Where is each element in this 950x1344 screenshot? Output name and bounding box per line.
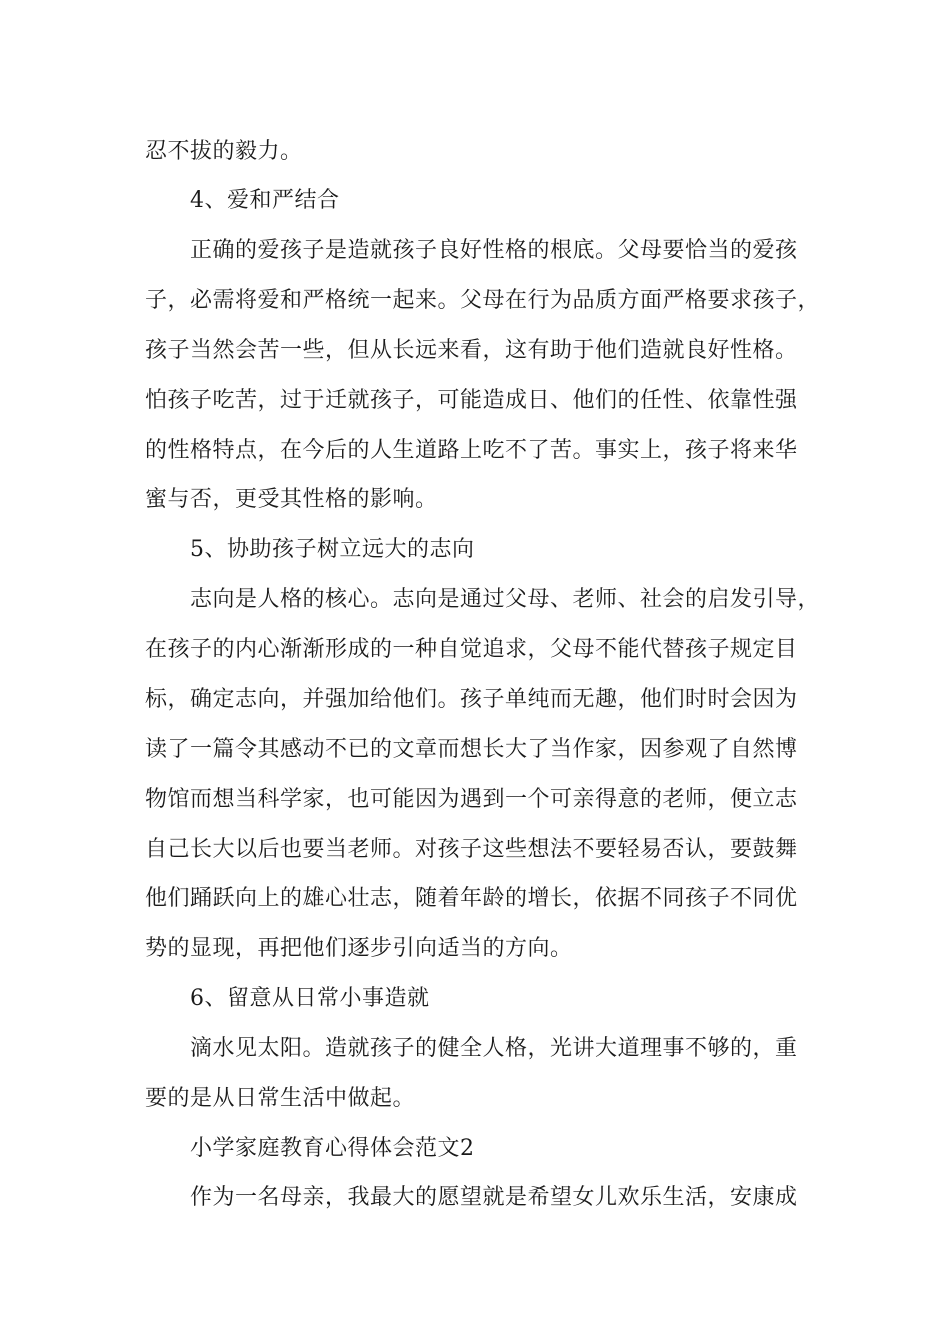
- text-line: 蜜与否，更受其性格的影响。: [145, 487, 438, 512]
- article-title: 小学家庭教育心得体会范文2: [190, 1136, 475, 1161]
- text-line: 物馆而想当科学家，也可能因为遇到一个可亲得意的老师，便立志: [145, 787, 798, 812]
- text-line: 势的显现，再把他们逐步引向适当的方向。: [145, 936, 573, 961]
- section-heading: 6、留意从日常小事造就: [190, 986, 430, 1011]
- text-line: 的性格特点，在今后的人生道路上吃不了苦。事实上，孩子将来华: [145, 438, 798, 463]
- text-line: 读了一篇令其感动不已的文章而想长大了当作家，因参观了自然博: [145, 737, 798, 762]
- text-line: 要的是从日常生活中做起。: [145, 1086, 416, 1111]
- text-line: 怕孩子吃苦，过于迁就孩子，可能造成日、他们的任性、依靠性强: [145, 388, 798, 413]
- text-line: 标，确定志向，并强加给他们。孩子单纯而无趣，他们时时会因为: [145, 687, 798, 712]
- text-line: 滴水见太阳。造就孩子的健全人格，光讲大道理事不够的，重: [190, 1036, 798, 1061]
- text-line: 志向是人格的核心。志向是通过父母、老师、社会的启发引导，: [190, 587, 821, 612]
- text-line: 他们踊跃向上的雄心壮志，随着年龄的增长，依据不同孩子不同优: [145, 886, 798, 911]
- section-heading: 4、爱和严结合: [190, 188, 340, 213]
- text-line: 忍不拔的毅力。: [145, 139, 303, 164]
- text-line: 作为一名母亲，我最大的愿望就是希望女儿欢乐生活，安康成: [190, 1185, 798, 1210]
- text-line: 自己长大以后也要当老师。对孩子这些想法不要轻易否认，要鼓舞: [145, 837, 798, 862]
- text-line: 子，必需将爱和严格统一起来。父母在行为品质方面严格要求孩子，: [145, 288, 821, 313]
- text-line: 正确的爱孩子是造就孩子良好性格的根底。父母要恰当的爱孩: [190, 238, 798, 263]
- section-heading: 5、协助孩子树立远大的志向: [190, 537, 475, 562]
- text-line: 孩子当然会苦一些，但从长远来看，这有助于他们造就良好性格。: [145, 338, 798, 363]
- text-line: 在孩子的内心渐渐形成的一种自觉追求，父母不能代替孩子规定目: [145, 637, 798, 662]
